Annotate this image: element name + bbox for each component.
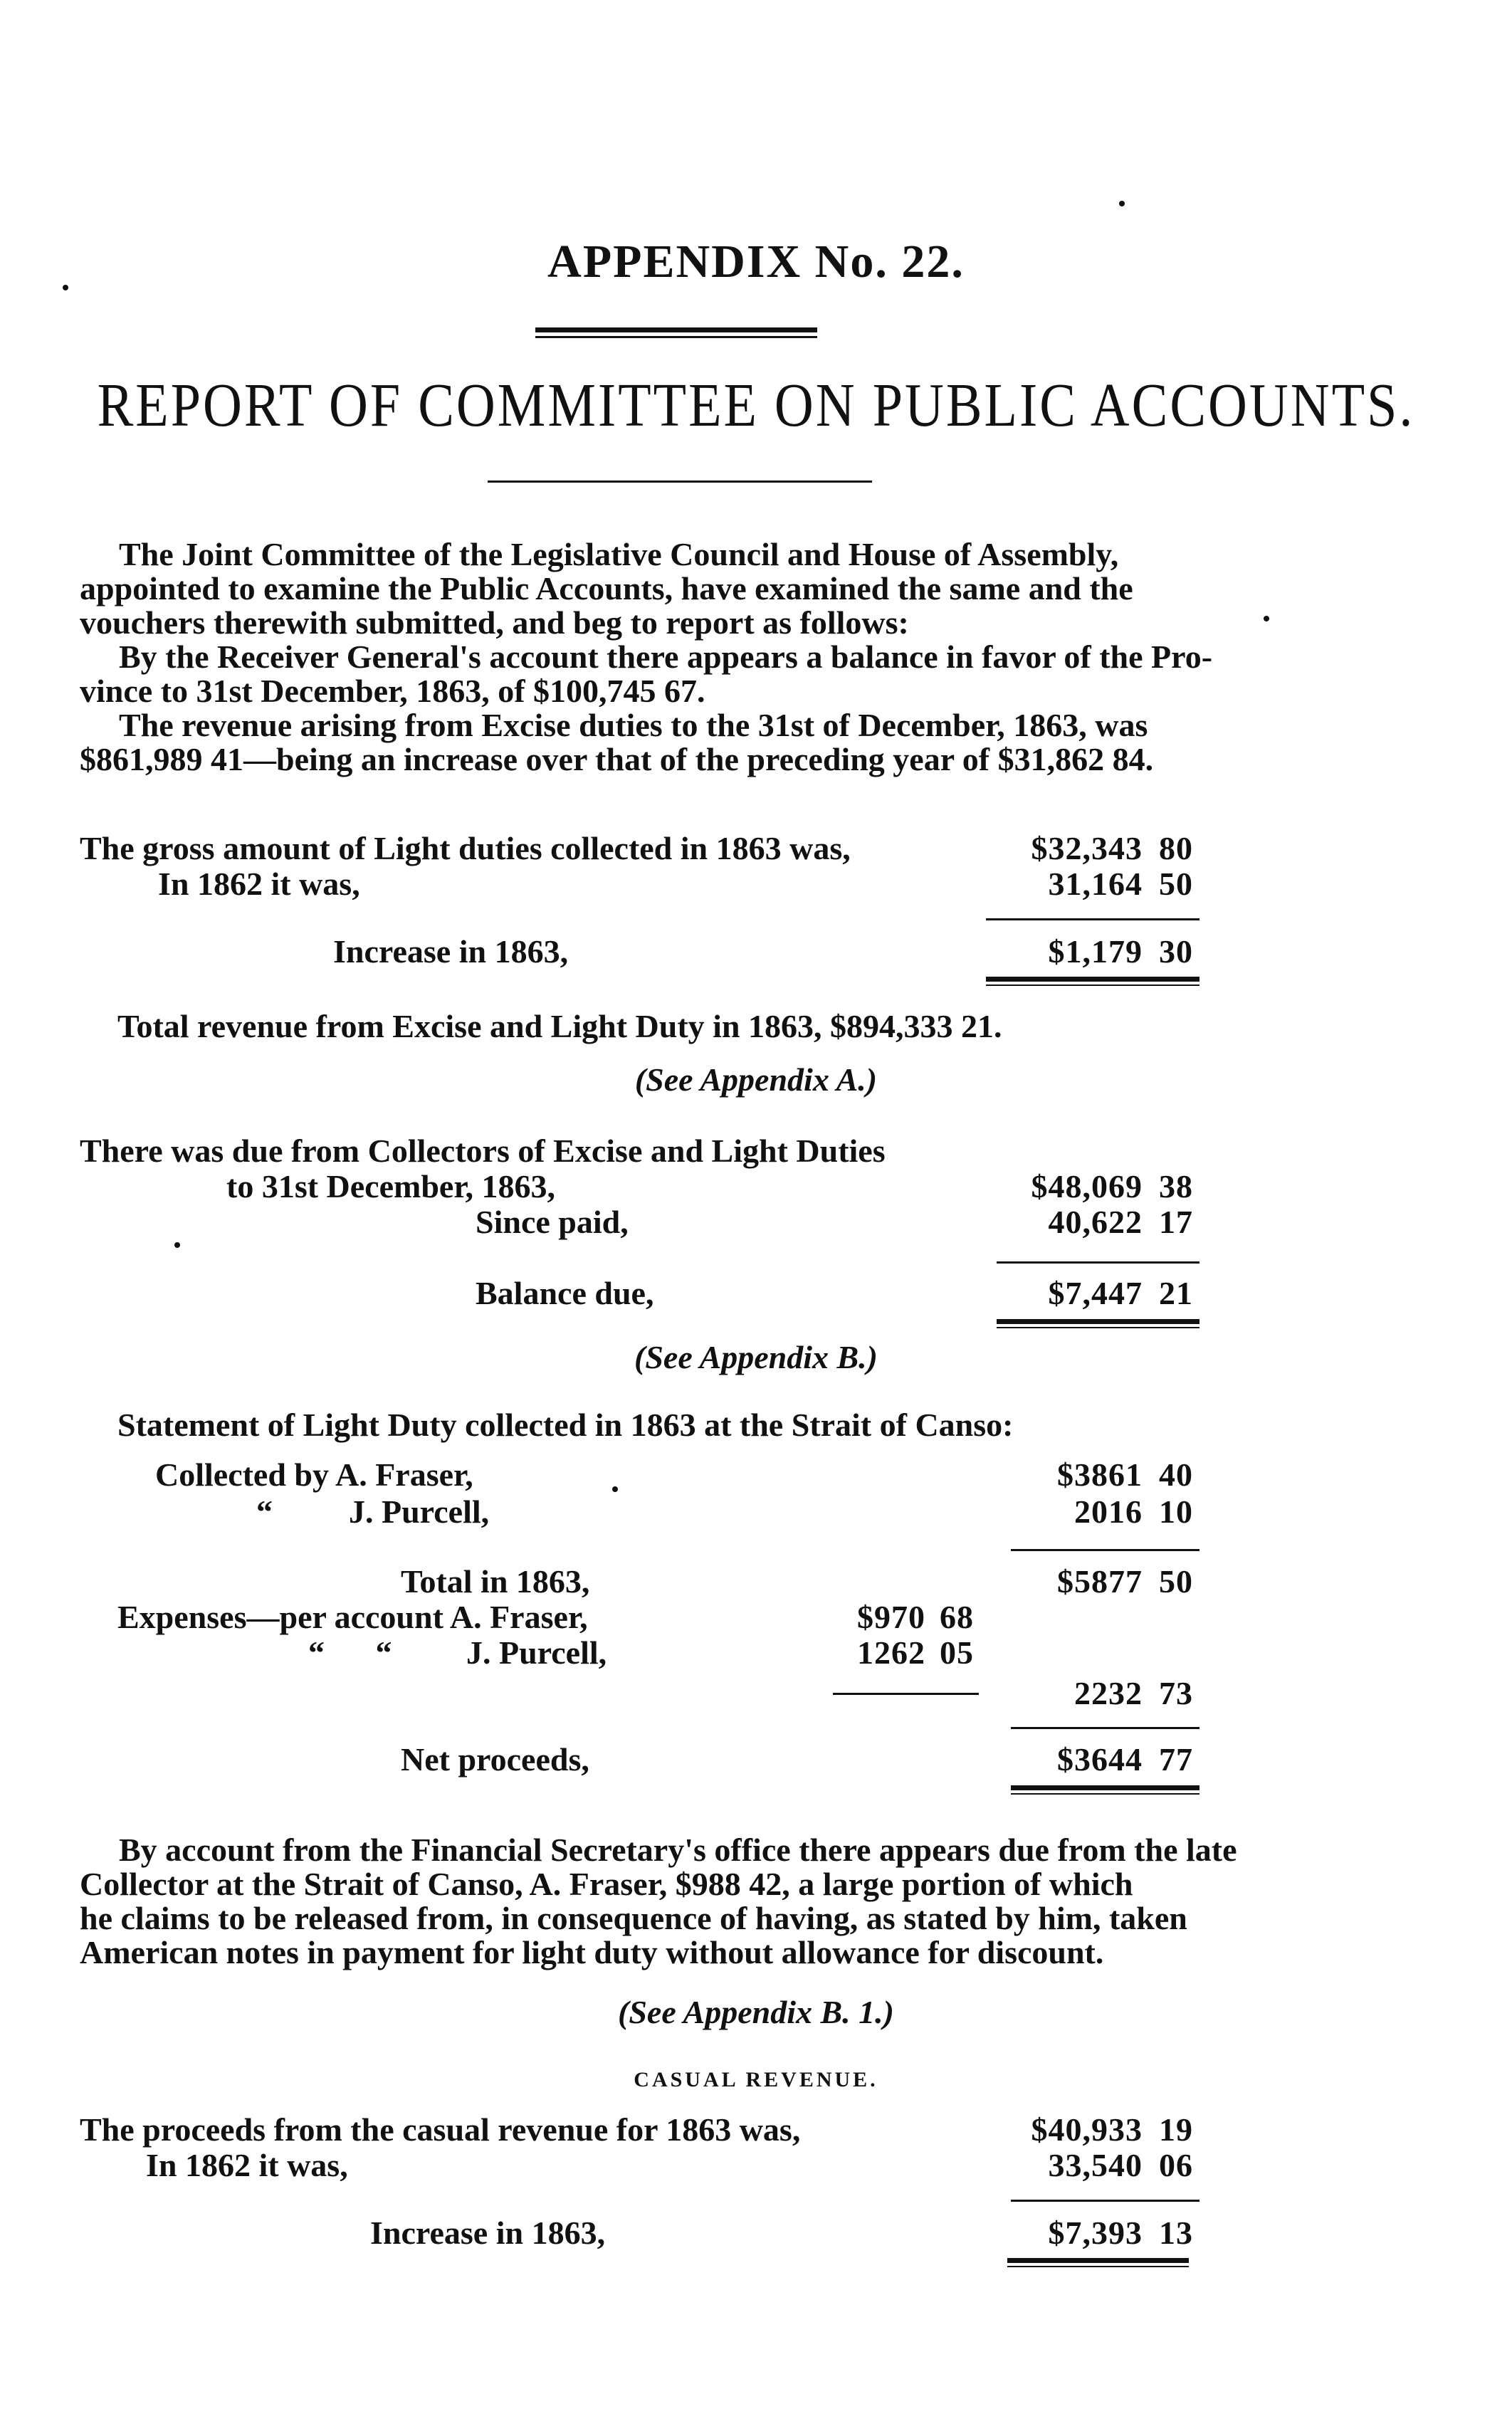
paragraph-line: By account from the Financial Secretary's office there appears due from the late — [119, 1832, 1237, 1868]
light-duties-1863-cents: 80 — [1159, 830, 1193, 866]
intro-line: appointed to examine the Public Accounts, have examined the same and the — [80, 570, 1133, 606]
report-title: REPORT OF COMMITTEE ON PUBLIC ACCOUNTS. — [97, 371, 1415, 440]
expenses-purcell-dollars: 1262 — [857, 1634, 925, 1671]
expenses-purcell-label: J. Purcell, — [466, 1634, 607, 1671]
print-speck — [612, 1486, 618, 1492]
total-double-rule — [1007, 2266, 1189, 2267]
casual-revenue-1863-dollars: $40,933 — [1031, 2111, 1143, 2148]
light-duties-1862-dollars: 31,164 — [1048, 866, 1143, 902]
intro-line: vouchers therewith submitted, and beg to report as follows: — [80, 604, 909, 641]
intro-paragraph — [80, 537, 1269, 777]
collected-purcell-dollars: 2016 — [1074, 1493, 1143, 1530]
collectors-due-dollars: $48,069 — [1031, 1168, 1143, 1204]
paragraph-line: American notes in payment for light duty without allowance for discount. — [80, 1934, 1104, 1970]
expenses-fraser-cents: 68 — [940, 1599, 974, 1635]
canso-heading: Statement of Light Duty collected in 1863 at the Strait of Canso: — [117, 1407, 1014, 1443]
sum-rule — [997, 1261, 1199, 1264]
total-double-rule — [986, 984, 1199, 986]
collected-fraser-label: Collected by A. Fraser, — [155, 1456, 473, 1493]
light-duties-1863-dollars: $32,343 — [1031, 830, 1143, 866]
total-double-rule — [997, 1319, 1199, 1324]
print-speck — [63, 285, 68, 290]
casual-revenue-1862-cents: 06 — [1159, 2147, 1193, 2183]
balance-due-cents: 21 — [1159, 1275, 1193, 1311]
light-duties-increase-label: Increase in 1863, — [333, 933, 569, 970]
financial-secretary-paragraph — [80, 1833, 1269, 1970]
total-revenue-text: Total revenue from Excise and Light Duty in 1863, $894,333 21. — [117, 1008, 1002, 1044]
total-double-rule — [1011, 1793, 1199, 1795]
casual-revenue-heading: CASUAL REVENUE. — [634, 2068, 878, 2091]
title-rule-top — [535, 327, 817, 332]
collected-fraser-cents: 40 — [1159, 1456, 1193, 1493]
sum-rule — [986, 918, 1199, 920]
sum-rule — [1011, 1727, 1199, 1729]
collectors-due-cents: 38 — [1159, 1168, 1193, 1204]
see-appendix-b: (See Appendix B.) — [634, 1339, 878, 1375]
intro-line: By the Receiver General's account there appears a balance in favor of the Pro- — [119, 639, 1213, 675]
casual-revenue-1863-cents: 19 — [1159, 2111, 1193, 2148]
ditto-marks: “ “ — [308, 1634, 414, 1671]
intro-line: vince to 31st December, 1863, of $100,745 67. — [80, 673, 705, 709]
expenses-purcell-cents: 05 — [940, 1634, 974, 1671]
intro-line: The Joint Committee of the Legislative Council and House of Assembly, — [119, 536, 1119, 572]
canso-total-label: Total in 1863, — [401, 1563, 590, 1600]
expenses-fraser-dollars: $970 — [857, 1599, 925, 1635]
collectors-due-date: to 31st December, 1863, — [226, 1168, 556, 1204]
light-duties-increase-cents: 30 — [1159, 933, 1193, 970]
balance-due-label: Balance due, — [476, 1275, 654, 1311]
ditto-mark: “ — [256, 1493, 273, 1530]
total-double-rule — [997, 1327, 1199, 1328]
expenses-total-dollars: 2232 — [1074, 1675, 1143, 1711]
canso-total-dollars: $5877 — [1057, 1563, 1143, 1600]
balance-due-dollars: $7,447 — [1048, 1275, 1143, 1311]
see-appendix-a: (See Appendix A.) — [634, 1061, 878, 1098]
collectors-due-label: There was due from Collectors of Excise and Light Duties — [80, 1133, 886, 1169]
intro-line: The revenue arising from Excise duties to the 31st of December, 1863, was — [119, 707, 1148, 743]
net-proceeds-label: Net proceeds, — [401, 1741, 589, 1778]
sum-rule — [1011, 2200, 1199, 2202]
print-speck — [1119, 201, 1125, 206]
net-proceeds-dollars: $3644 — [1057, 1741, 1143, 1778]
appendix-title: APPENDIX No. 22. — [547, 236, 965, 288]
casual-increase-label: Increase in 1863, — [370, 2215, 606, 2251]
since-paid-cents: 17 — [1159, 1204, 1193, 1240]
canso-total-cents: 50 — [1159, 1563, 1193, 1600]
total-double-rule — [1011, 1785, 1199, 1790]
report-rule — [488, 481, 872, 483]
collected-purcell-label: J. Purcell, — [349, 1493, 490, 1530]
sum-rule — [1011, 1549, 1199, 1551]
since-paid-dollars: 40,622 — [1048, 1204, 1143, 1240]
casual-revenue-1862-dollars: 33,540 — [1048, 2147, 1143, 2183]
light-duties-increase-dollars: $1,179 — [1048, 933, 1143, 970]
casual-increase-cents: 13 — [1159, 2215, 1193, 2251]
casual-increase-dollars: $7,393 — [1048, 2215, 1143, 2251]
light-duties-1862-cents: 50 — [1159, 866, 1193, 902]
print-speck — [1264, 616, 1269, 621]
title-rule-bottom — [535, 336, 817, 338]
sub-sum-rule — [833, 1693, 979, 1695]
net-proceeds-cents: 77 — [1159, 1741, 1193, 1778]
light-duties-1862-label: In 1862 it was, — [158, 866, 360, 902]
expenses-total-cents: 73 — [1159, 1675, 1193, 1711]
casual-revenue-label: The proceeds from the casual revenue for 1863 was, — [80, 2111, 801, 2148]
total-double-rule — [1007, 2258, 1189, 2263]
since-paid-label: Since paid, — [476, 1204, 629, 1240]
intro-line: $861,989 41—being an increase over that of the preceding year of $31,862 84. — [80, 741, 1154, 777]
collected-purcell-cents: 10 — [1159, 1493, 1193, 1530]
print-speck — [174, 1242, 180, 1248]
collected-fraser-dollars: $3861 — [1057, 1456, 1143, 1493]
see-appendix-b1: (See Appendix B. 1.) — [618, 1994, 894, 2030]
expenses-fraser-label: Expenses—per account A. Fraser, — [117, 1599, 588, 1635]
paragraph-line: he claims to be released from, in consequence of having, as stated by him, taken — [80, 1900, 1187, 1936]
paragraph-line: Collector at the Strait of Canso, A. Fraser, $988 42, a large portion of which — [80, 1866, 1133, 1902]
casual-revenue-1862-label: In 1862 it was, — [146, 2147, 348, 2183]
total-double-rule — [986, 977, 1199, 982]
light-duties-label: The gross amount of Light duties collected in 1863 was, — [80, 830, 851, 866]
